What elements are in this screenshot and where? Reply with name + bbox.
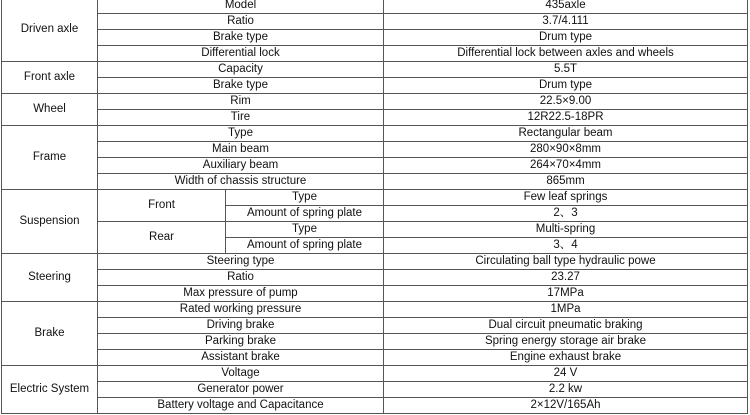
spec-value: 435axle — [384, 0, 748, 14]
spec-value: 1MPa — [384, 302, 748, 318]
suspension-group-front: Front — [98, 190, 226, 222]
spec-value: Dual circuit pneumatic braking — [384, 318, 748, 334]
table-row — [2, 254, 748, 270]
table-row — [2, 270, 748, 286]
spec-label: Differential lock — [98, 46, 384, 62]
table-row — [2, 0, 748, 14]
category-electric-system: Electric System — [2, 366, 98, 414]
spec-label: Ratio — [98, 14, 384, 30]
table-row — [2, 94, 748, 110]
spec-value: 3.7/4.111 — [384, 14, 748, 30]
spec-label: Steering type — [98, 254, 384, 270]
spec-label: Tire — [98, 110, 384, 126]
table-row — [2, 158, 748, 174]
table-row — [2, 142, 748, 158]
category-driven-axle: Driven axle — [2, 0, 98, 62]
table-row — [2, 46, 748, 62]
spec-value: 2×12V/165Ah — [384, 398, 748, 414]
spec-label: Rated working pressure — [98, 302, 384, 318]
spec-label: Voltage — [98, 366, 384, 382]
spec-value: Rectangular beam — [384, 126, 748, 142]
spec-label: Width of chassis structure — [98, 174, 384, 190]
spec-value: Multi-spring — [384, 222, 748, 238]
spec-label: Amount of spring plate — [226, 238, 384, 254]
spec-value: Drum type — [384, 30, 748, 46]
spec-label: Capacity — [98, 62, 384, 78]
spec-value: 17MPa — [384, 286, 748, 302]
spec-label: Model — [98, 0, 384, 14]
spec-label: Assistant brake — [98, 350, 384, 366]
table-row — [2, 318, 748, 334]
spec-value: Spring energy storage air brake — [384, 334, 748, 350]
spec-value: Few leaf springs — [384, 190, 748, 206]
category-front-axle: Front axle — [2, 62, 98, 94]
table-row — [2, 30, 748, 46]
spec-label: Main beam — [98, 142, 384, 158]
spec-label: Battery voltage and Capacitance — [98, 398, 384, 414]
spec-value: Differential lock between axles and wheels — [384, 46, 748, 62]
spec-value: 22.5×9.00 — [384, 94, 748, 110]
spec-label: Rim — [98, 94, 384, 110]
specifications-table — [1, 0, 748, 414]
table-row — [2, 78, 748, 94]
spec-label: Type — [98, 126, 384, 142]
table-row — [2, 62, 748, 78]
spec-label: Generator power — [98, 382, 384, 398]
table-row — [2, 366, 748, 382]
table-row — [2, 382, 748, 398]
category-brake: Brake — [2, 302, 98, 366]
spec-value: 280×90×8mm — [384, 142, 748, 158]
spec-label: Driving brake — [98, 318, 384, 334]
spec-label: Auxiliary beam — [98, 158, 384, 174]
table-row — [2, 334, 748, 350]
spec-value: 24 V — [384, 366, 748, 382]
spec-value: Circulating ball type hydraulic powe — [384, 254, 748, 270]
spec-label: Brake type — [98, 78, 384, 94]
table-row — [2, 190, 748, 206]
table-row — [2, 302, 748, 318]
spec-value: Engine exhaust brake — [384, 350, 748, 366]
spec-value: 2、3 — [384, 206, 748, 222]
spec-value: 2.2 kw — [384, 382, 748, 398]
table-row — [2, 110, 748, 126]
spec-label: Max pressure of pump — [98, 286, 384, 302]
spec-value: 3、4 — [384, 238, 748, 254]
table-row — [2, 174, 748, 190]
category-wheel: Wheel — [2, 94, 98, 126]
spec-value: Drum type — [384, 78, 748, 94]
spec-value: 5.5T — [384, 62, 748, 78]
spec-label: Ratio — [98, 270, 384, 286]
category-steering: Steering — [2, 254, 98, 302]
spec-value: 865mm — [384, 174, 748, 190]
spec-label: Brake type — [98, 30, 384, 46]
spec-value: 12R22.5-18PR — [384, 110, 748, 126]
table-row — [2, 286, 748, 302]
category-suspension: Suspension — [2, 190, 98, 254]
spec-label: Type — [226, 190, 384, 206]
table-row — [2, 14, 748, 30]
category-frame: Frame — [2, 126, 98, 190]
spec-label: Amount of spring plate — [226, 206, 384, 222]
spec-value: 264×70×4mm — [384, 158, 748, 174]
spec-label: Parking brake — [98, 334, 384, 350]
suspension-group-rear: Rear — [98, 222, 226, 254]
spec-value: 23.27 — [384, 270, 748, 286]
table-row — [2, 222, 748, 238]
table-row — [2, 350, 748, 366]
table-row — [2, 126, 748, 142]
spec-label: Type — [226, 222, 384, 238]
table-row — [2, 398, 748, 414]
